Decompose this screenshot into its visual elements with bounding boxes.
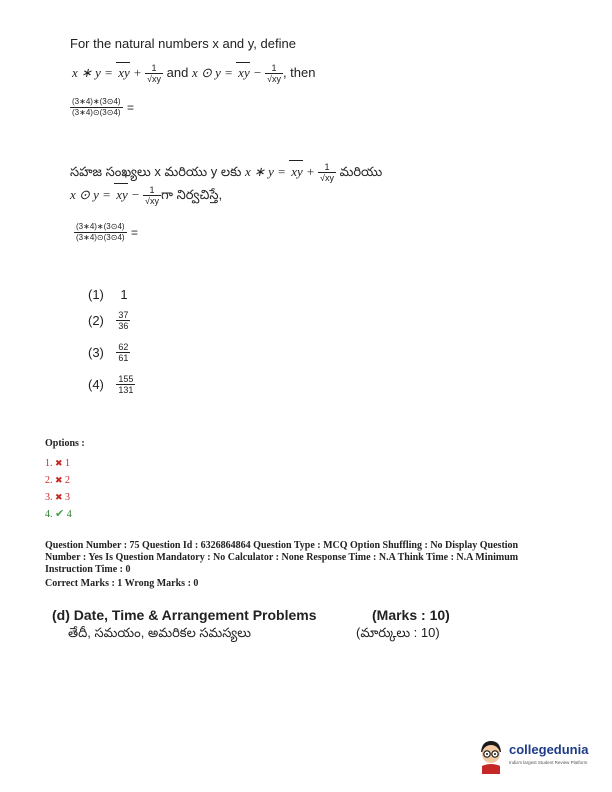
cross-icon: ✖ (55, 475, 63, 485)
choice-2: (2) $\frac{37}{36}$ (88, 310, 129, 331)
question-metadata: Question Number : 75 Question Id : 6326864864 Question Type : MCQ Option Shuffling : No Display Question Number : Yes Is Question Mandatory : No Calculator : None Response Time : N.A Think Time : N.A Minimum Instruction Time : 0 Correct Marks : 1 Wrong Marks : 0 (45, 540, 519, 589)
section-marks-telugu: (మార్కులు : 10) (356, 625, 440, 640)
brand-tagline: India's largest Student Review Platform (509, 760, 588, 765)
choice-4: (4) $\frac{155}{131}$ (88, 374, 134, 395)
option-2: 2. ✖ 2 (45, 475, 71, 486)
then-word: , then (282, 65, 316, 80)
expression-numerator: (3∗4)∗(3⊙4) (72, 97, 121, 106)
cross-icon: ✖ (55, 492, 63, 502)
option-3: 3. ✖ 3 (45, 492, 71, 503)
collegedunia-logo (476, 738, 606, 778)
options-label: Options : (45, 438, 85, 449)
mascot-icon (476, 738, 506, 774)
options-list (45, 455, 72, 523)
cross-icon: ✖ (55, 458, 63, 468)
option-4: 4. ✔ 4 (45, 508, 72, 520)
definition-line: x ∗ y = xy + $\frac{1}{√xy}$ and x ⊙ y = xy − $\frac{1}{√xy}$ , then (72, 63, 316, 85)
choice-3: (3) $\frac{62}{61}$ (88, 342, 129, 363)
expression-denominator: (3∗4)⊙(3⊙4) (72, 108, 121, 117)
check-icon: ✔ (55, 508, 65, 520)
section-marks: (Marks : 10) (372, 607, 450, 623)
section-title: (d) Date, Time & Arrangement Problems (52, 607, 317, 623)
choice-1: (1) 1 (88, 287, 128, 302)
equals-sign: = (127, 100, 135, 115)
option-1: 1. ✖ 1 (45, 458, 71, 469)
brand-name: collegedunia (509, 742, 589, 757)
expression (70, 97, 134, 118)
telugu-definition: సహజ సంఖ్యలు x మరియు y లకు x ∗ y = xy + $\frac{1}{√xy}$ మరియు x ⊙ y = xy − $\frac{1}{√xy}$ గా నిర్వచిస్తే, (70, 160, 382, 206)
telugu-expression: $\frac{(3∗4)∗(3⊙4)}{(3∗4)⊙(3⊙4)}$ = (76, 222, 139, 242)
question-intro: For the natural numbers x and y, define (70, 36, 296, 51)
fraction: $\frac{1}{√xy}$ (147, 63, 161, 85)
fraction: $\frac{1}{√xy}$ (267, 63, 281, 85)
and-word: and (166, 65, 189, 80)
section-title-telugu: తేదీ, సమయం, అమరికల సమస్యలు (68, 625, 251, 640)
